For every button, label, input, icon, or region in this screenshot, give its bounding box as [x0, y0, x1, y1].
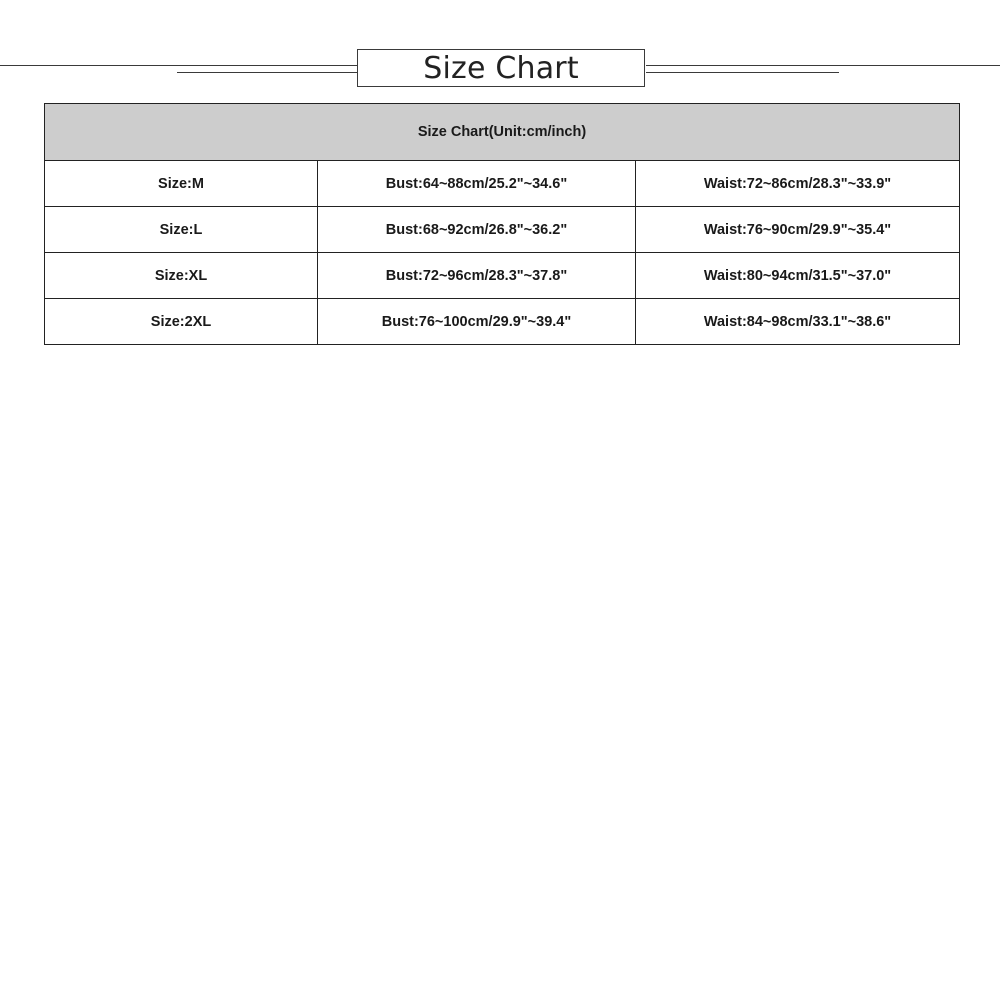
size-cell: Size:L	[45, 207, 318, 253]
page-title: Size Chart	[423, 51, 579, 86]
table-row	[45, 161, 960, 207]
waist-cell: Waist:76~90cm/29.9"~35.4"	[636, 207, 960, 253]
size-table	[44, 103, 960, 345]
waist-cell: Waist:72~86cm/28.3"~33.9"	[636, 161, 960, 207]
bust-cell: Bust:76~100cm/29.9"~39.4"	[318, 299, 636, 345]
bust-cell: Bust:72~96cm/28.3"~37.8"	[318, 253, 636, 299]
table-row	[45, 299, 960, 345]
table-row	[45, 207, 960, 253]
size-cell: Size:2XL	[45, 299, 318, 345]
table-header-row	[45, 104, 960, 161]
table-row	[45, 253, 960, 299]
waist-cell: Waist:80~94cm/31.5"~37.0"	[636, 253, 960, 299]
title-banner	[357, 49, 645, 87]
size-cell: Size:M	[45, 161, 318, 207]
size-cell: Size:XL	[45, 253, 318, 299]
banner-rule-right-short	[646, 72, 839, 73]
bust-cell: Bust:68~92cm/26.8"~36.2"	[318, 207, 636, 253]
table-header: Size Chart(Unit:cm/inch)	[45, 104, 960, 161]
banner-rule-left-short	[177, 72, 358, 73]
waist-cell: Waist:84~98cm/33.1"~38.6"	[636, 299, 960, 345]
banner-rule-left-long	[0, 65, 358, 66]
banner-rule-right-long	[646, 65, 1000, 66]
bust-cell: Bust:64~88cm/25.2"~34.6"	[318, 161, 636, 207]
